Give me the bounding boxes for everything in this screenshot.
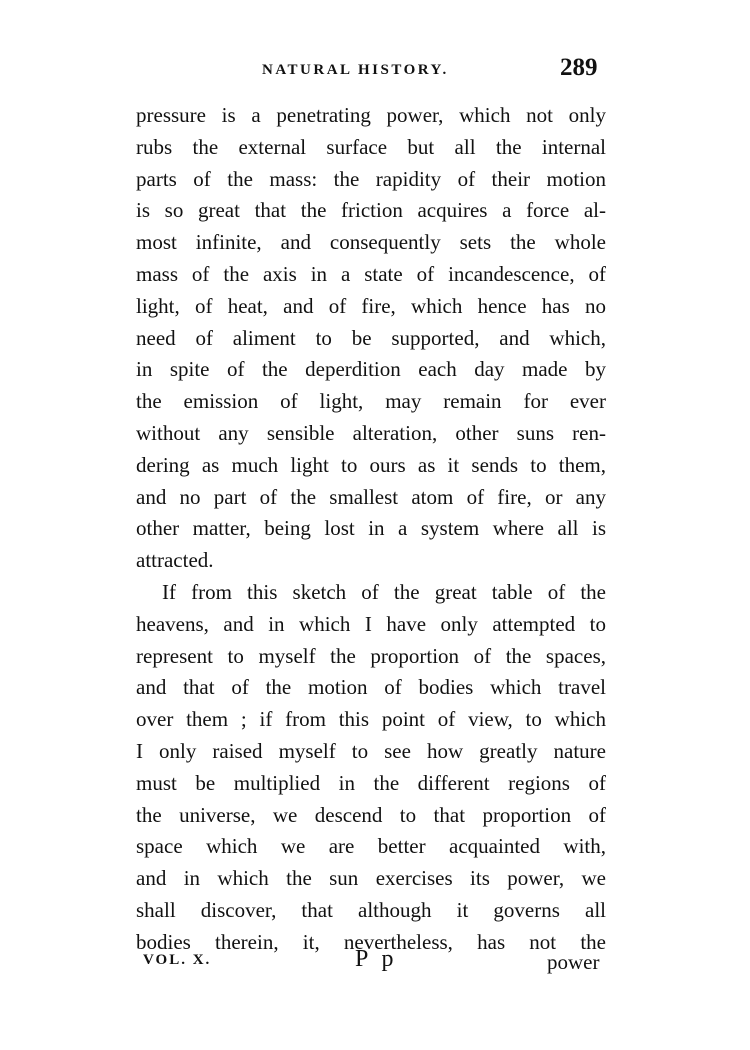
text-line: must be multiplied in the different regions of xyxy=(136,770,606,795)
text-line: dering as much light to ours as it sends to them, xyxy=(136,452,606,477)
text-line: and that of the motion of bodies which travel xyxy=(136,675,606,700)
text-line: represent to myself the proportion of the spaces, xyxy=(136,643,606,668)
body-text xyxy=(136,100,606,959)
text-line: the emission of light, may remain for ever xyxy=(136,389,606,414)
text-line: in spite of the deperdition each day made by xyxy=(136,357,606,382)
text-line: and no part of the smallest atom of fire, or any xyxy=(136,484,606,509)
text-line: the universe, we descend to that proportion of xyxy=(136,802,606,827)
text-line: heavens, and in which I have only attempted to xyxy=(136,611,606,636)
page-footer xyxy=(0,946,750,982)
text-line: space which we are better acquainted with, xyxy=(136,834,606,859)
catchword: power xyxy=(547,950,600,974)
text-line: If from this sketch of the great table of the xyxy=(162,579,606,604)
text-line: shall discover, that although it governs all xyxy=(136,897,606,922)
text-line: I only raised myself to see how greatly nature xyxy=(136,738,606,763)
page-number: 289 xyxy=(560,54,598,81)
paragraph xyxy=(136,100,606,577)
text-line: attracted. xyxy=(136,548,214,573)
text-line: is so great that the friction acquires a force al- xyxy=(136,198,606,223)
running-head: NATURAL HISTORY. xyxy=(262,62,449,78)
text-line: parts of the mass: the rapidity of their motion xyxy=(136,166,606,191)
text-line: without any sensible alteration, other suns ren- xyxy=(136,420,606,445)
text-line: light, of heat, and of fire, which hence has no xyxy=(136,293,606,318)
text-line: most infinite, and consequently sets the whole xyxy=(136,230,606,255)
volume-signature: VOL. X. xyxy=(143,952,212,968)
text-line: mass of the axis in a state of incandescence, of xyxy=(136,261,606,286)
text-line: need of aliment to be supported, and which, xyxy=(136,325,606,350)
text-line: pressure is a penetrating power, which not only xyxy=(136,103,606,127)
text-line: and in which the sun exercises its power, we xyxy=(136,866,606,891)
text-line: other matter, being lost in a system where all is xyxy=(136,516,606,541)
text-line: rubs the external surface but all the internal xyxy=(136,134,606,159)
paragraph xyxy=(136,577,606,959)
text-line: bodies therein, it, nevertheless, has not the xyxy=(136,929,606,954)
text-line: over them ; if from this point of view, to which xyxy=(136,707,606,732)
gathering-mark: P p xyxy=(355,946,398,972)
